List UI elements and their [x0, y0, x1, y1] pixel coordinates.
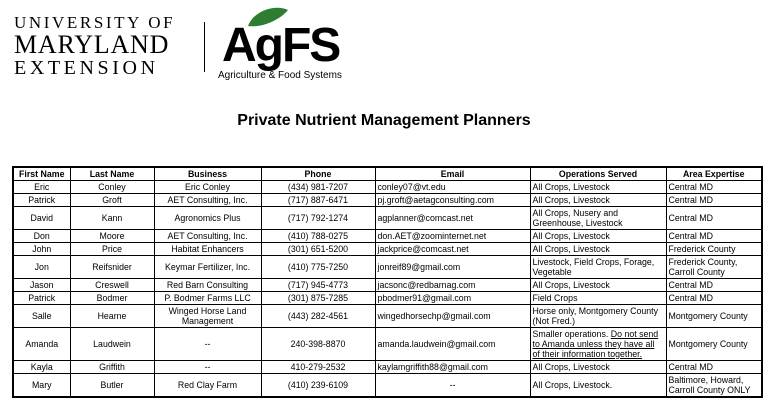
cell-area: Frederick County, Carroll County — [666, 256, 762, 279]
cell-area: Central MD — [666, 279, 762, 292]
cell-operations: All Crops, Livestock — [530, 243, 666, 256]
cell-business: Keymar Fertilizer, Inc. — [154, 256, 261, 279]
cell-operations: All Crops, Livestock — [530, 279, 666, 292]
cell-email: wingedhorsechp@gmail.com — [375, 305, 530, 328]
cell-business: Red Clay Farm — [154, 374, 261, 398]
cell-operations — [530, 328, 666, 361]
cell-email: pbodmer91@gmail.com — [375, 292, 530, 305]
cell-operations: All Crops, Nusery and Greenhouse, Livestock — [530, 207, 666, 230]
cell-last-name: Groft — [70, 194, 154, 207]
cell-first-name: Salle — [13, 305, 70, 328]
cell-operations: All Crops, Livestock — [530, 194, 666, 207]
cell-email: jonreif89@gmail.com — [375, 256, 530, 279]
cell-first-name: Eric — [13, 181, 70, 194]
cell-first-name: Amanda — [13, 328, 70, 361]
cell-area: Montgomery County — [666, 305, 762, 328]
cell-area: Central MD — [666, 207, 762, 230]
cell-area: Central MD — [666, 230, 762, 243]
cell-phone: (301) 651-5200 — [261, 243, 375, 256]
cell-last-name: Laudwein — [70, 328, 154, 361]
cell-email: pj.groft@aetagconsulting.com — [375, 194, 530, 207]
table-row — [13, 361, 762, 374]
table-row — [13, 194, 762, 207]
cell-phone: (717) 887-6471 — [261, 194, 375, 207]
cell-first-name: Mary — [13, 374, 70, 398]
table-row — [13, 328, 762, 361]
cell-first-name: Patrick — [13, 194, 70, 207]
cell-phone: (717) 792-1274 — [261, 207, 375, 230]
cell-first-name: Don — [13, 230, 70, 243]
cell-operations: Field Crops — [530, 292, 666, 305]
cell-phone: 240-398-8870 — [261, 328, 375, 361]
cell-phone: (410) 775-7250 — [261, 256, 375, 279]
agfs-logo — [214, 6, 354, 86]
cell-business: -- — [154, 361, 261, 374]
cell-first-name: David — [13, 207, 70, 230]
cell-last-name: Griffith — [70, 361, 154, 374]
cell-first-name: Patrick — [13, 292, 70, 305]
cell-first-name: John — [13, 243, 70, 256]
cell-email: -- — [375, 374, 530, 398]
cell-operations: Livestock, Field Crops, Forage, Vegetable — [530, 256, 666, 279]
umd-logo-line1: UNIVERSITY OF — [14, 13, 176, 32]
cell-business: AET Consulting, Inc. — [154, 194, 261, 207]
page-title: Private Nutrient Management Planners — [237, 112, 531, 129]
table-row — [13, 230, 762, 243]
cell-area: Frederick County — [666, 243, 762, 256]
cell-email: don.AET@zoominternet.net — [375, 230, 530, 243]
cell-business: P. Bodmer Farms LLC — [154, 292, 261, 305]
cell-area: Central MD — [666, 292, 762, 305]
column-header-operations-served: Operations Served — [530, 167, 666, 181]
cell-last-name: Butler — [70, 374, 154, 398]
table-row — [13, 292, 762, 305]
cell-email: jacsonc@redbarnag.com — [375, 279, 530, 292]
cell-last-name: Moore — [70, 230, 154, 243]
cell-operations: All Crops, Livestock — [530, 230, 666, 243]
cell-business: Habitat Enhancers — [154, 243, 261, 256]
cell-area: Baltimore, Howard, Carroll County ONLY — [666, 374, 762, 398]
cell-phone: (443) 282-4561 — [261, 305, 375, 328]
cell-first-name: Kayla — [13, 361, 70, 374]
column-header-area-expertise: Area Expertise — [666, 167, 762, 181]
cell-phone: (717) 945-4773 — [261, 279, 375, 292]
agfs-logo-subtitle: Agriculture & Food Systems — [218, 70, 342, 81]
cell-last-name: Kann — [70, 207, 154, 230]
agfs-logo-mark: AgFS — [222, 19, 340, 72]
cell-business: AET Consulting, Inc. — [154, 230, 261, 243]
column-header-first-name: First Name — [13, 167, 70, 181]
cell-phone: (410) 788-0275 — [261, 230, 375, 243]
umd-logo-line2: MARYLAND — [14, 30, 170, 59]
cell-business: Red Barn Consulting — [154, 279, 261, 292]
logo-divider — [204, 22, 205, 72]
cell-email: conley07@vt.edu — [375, 181, 530, 194]
table-row — [13, 243, 762, 256]
cell-area: Central MD — [666, 194, 762, 207]
column-header-business: Business — [154, 167, 261, 181]
cell-area: Central MD — [666, 361, 762, 374]
cell-email: kaylamgriffith88@gmail.com — [375, 361, 530, 374]
cell-last-name: Hearne — [70, 305, 154, 328]
operations-note: Smaller operations. — [532, 329, 609, 339]
cell-email: agplanner@comcast.net — [375, 207, 530, 230]
cell-last-name: Creswell — [70, 279, 154, 292]
cell-phone: (434) 981-7207 — [261, 181, 375, 194]
cell-phone: (301) 875-7285 — [261, 292, 375, 305]
cell-email: amanda.laudwein@gmail.com — [375, 328, 530, 361]
planners-table — [12, 166, 763, 398]
operations-warning: Do not send to Amanda unless they have all of their information together. — [532, 329, 659, 359]
cell-operations: All Crops, Livestock. — [530, 374, 666, 398]
cell-first-name: Jon — [13, 256, 70, 279]
cell-first-name: Jason — [13, 279, 70, 292]
cell-last-name: Bodmer — [70, 292, 154, 305]
table-row — [13, 207, 762, 230]
cell-business: -- — [154, 328, 261, 361]
cell-business: Agronomics Plus — [154, 207, 261, 230]
table-row — [13, 279, 762, 292]
umd-logo-line3: EXTENSION — [14, 57, 159, 79]
umd-extension-logo — [14, 14, 192, 79]
table-header-row — [13, 167, 762, 181]
cell-last-name: Reifsnider — [70, 256, 154, 279]
cell-phone: 410-279-2532 — [261, 361, 375, 374]
table-row — [13, 374, 762, 398]
cell-business: Eric Conley — [154, 181, 261, 194]
cell-email: jackprice@comcast.net — [375, 243, 530, 256]
cell-area: Montgomery County — [666, 328, 762, 361]
table-row — [13, 256, 762, 279]
cell-phone: (410) 239-6109 — [261, 374, 375, 398]
column-header-email: Email — [375, 167, 530, 181]
table-row — [13, 305, 762, 328]
cell-business: Winged Horse Land Management — [154, 305, 261, 328]
cell-operations: Horse only, Montgomery County (Not Fred.) — [530, 305, 666, 328]
cell-area: Central MD — [666, 181, 762, 194]
cell-operations: All Crops, Livestock — [530, 361, 666, 374]
column-header-last-name: Last Name — [70, 167, 154, 181]
column-header-phone: Phone — [261, 167, 375, 181]
cell-last-name: Conley — [70, 181, 154, 194]
table-row — [13, 181, 762, 194]
cell-last-name: Price — [70, 243, 154, 256]
cell-operations: All Crops, Livestock — [530, 181, 666, 194]
